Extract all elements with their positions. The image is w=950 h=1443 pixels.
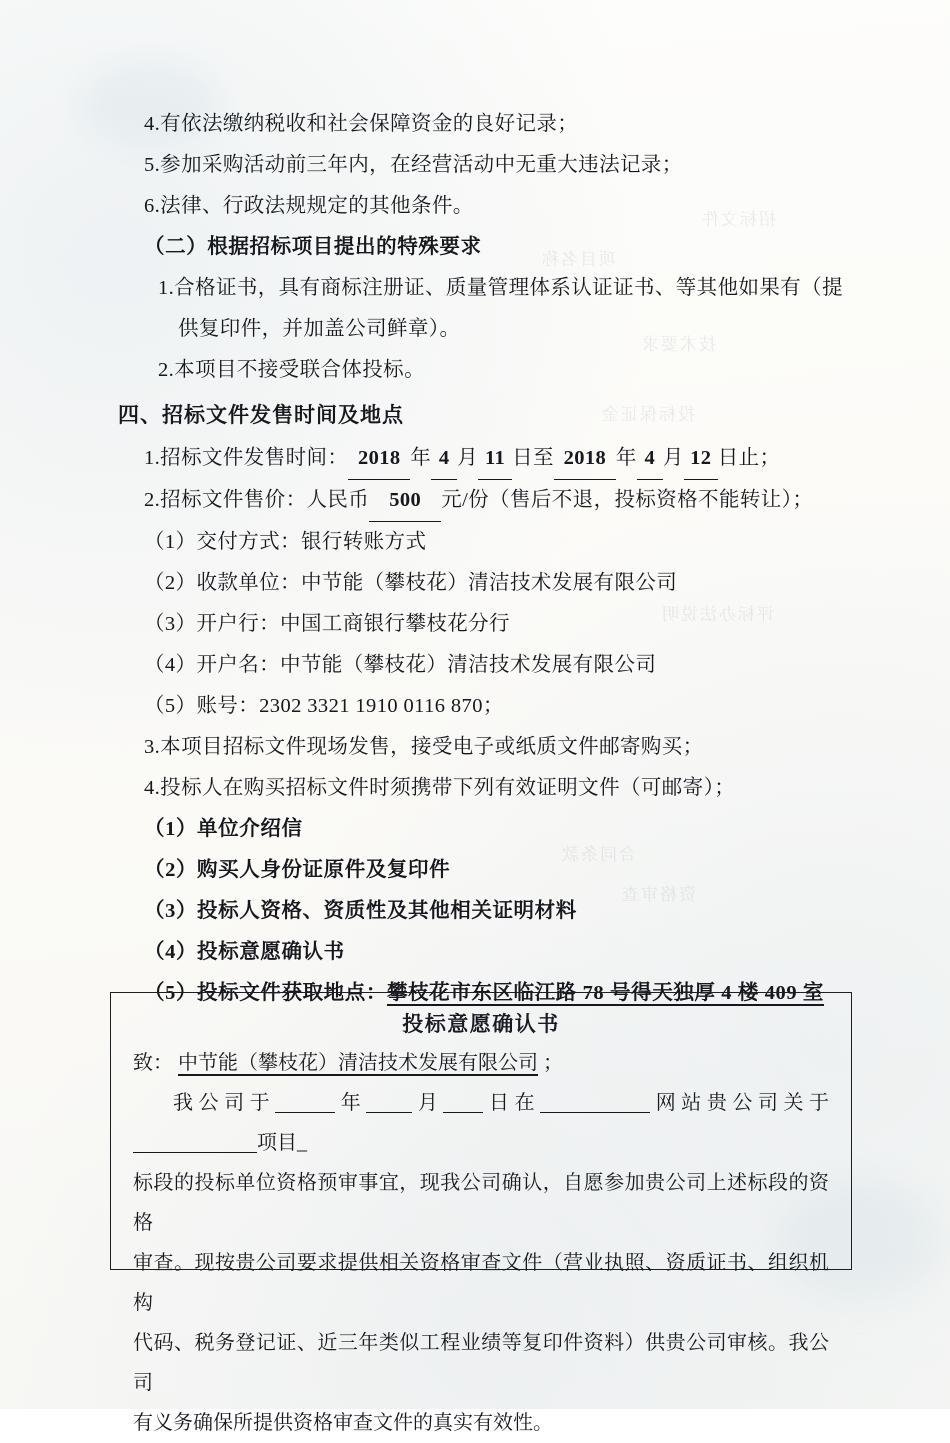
month-unit-1: 月: [457, 447, 479, 469]
required-doc-4: （4）投标意愿确认书: [144, 941, 345, 963]
bid-intent-paragraph-5: 有义务确保所提供资格审查文件的真实有效性。: [133, 1412, 553, 1434]
body-seg-a: 我公司于: [173, 1092, 276, 1114]
bleedthrough-mark: 合同条款: [560, 845, 636, 864]
required-doc-3: （3）投标人资格、资质性及其他相关证明材料: [144, 900, 577, 922]
addressee-label: 致：: [133, 1052, 173, 1074]
bleedthrough-mark: 项目名称: [540, 250, 616, 269]
document-body: [118, 104, 848, 1014]
bid-intent-paragraph-1: [133, 1083, 829, 1163]
payment-item-4: （4）开户名：中节能（攀枝花）清洁技术发展有限公司: [144, 654, 657, 676]
day-to-label: 日至: [512, 447, 554, 469]
sale-end-year: 2018: [554, 438, 616, 480]
special-req-1-line1: 1.合格证书，具有商标注册证、质量管理体系认证证书、等其他如果有（提: [158, 277, 843, 299]
bleedthrough-mark: 投标保证金: [600, 405, 695, 424]
bleedthrough-mark: 评标办法说明: [660, 605, 774, 624]
pickup-prefix: （5）投标文件获取地点：: [144, 982, 387, 1004]
sale-end-month: 4: [637, 438, 663, 480]
bleedthrough-mark: 招标文件: [700, 210, 776, 229]
pickup-address: 攀枝花市东区临江路 78 号得天独厚 4 楼 409 室: [386, 982, 825, 1004]
bid-intent-paragraph-4: 代码、税务登记证、近三年类似工程业绩等复印件资料）供贵公司审核。我公司: [133, 1332, 829, 1394]
month-unit-2: 月: [662, 447, 684, 469]
addressee-suffix: ；: [543, 1052, 563, 1074]
sale-time-prefix: 1.招标文件发售时间：: [144, 447, 349, 469]
bid-intent-title: 投标意愿确认书: [402, 1012, 560, 1036]
price-suffix: 元/份（售后不退，投标资格不能转让）；: [441, 489, 814, 511]
section-heading-four: 四、招标文件发售时间及地点: [118, 403, 404, 427]
special-req-2: 2.本项目不接受联合体投标。: [158, 359, 425, 381]
sale-start-year: 2018: [348, 438, 410, 480]
sale-start-day: 11: [478, 438, 512, 480]
payment-item-3: （3）开户行：中国工商银行攀枝花分行: [144, 613, 510, 635]
blank-month: [366, 1092, 412, 1113]
required-doc-2: （2）购买人身份证原件及复印件: [144, 859, 451, 881]
subsection-heading-2: （二）根据招标项目提出的特殊要求: [144, 236, 482, 258]
payment-item-1: （1）交付方式：银行转账方式: [144, 531, 427, 553]
addressee-company: 中节能（攀枝花）清洁技术发展有限公司: [178, 1052, 538, 1074]
year-unit-1: 年: [410, 447, 432, 469]
bid-intent-confirmation-box: [110, 992, 852, 1434]
blank-project: [133, 1132, 257, 1153]
body-seg-d: 日在: [483, 1092, 541, 1114]
price-prefix: 2.招标文件售价：人民币: [144, 489, 370, 511]
sale-time-suffix: 日止；: [717, 447, 781, 469]
list-item-5: 5.参加采购活动前三年内，在经营活动中无重大违法记录；: [144, 154, 683, 176]
sale-time-line: [118, 438, 848, 480]
body-seg-e: 网站贵公司关于: [650, 1092, 830, 1114]
bid-intent-paragraph-3: 审查。现按贵公司要求提供相关资格审查文件（营业执照、资质证书、组织机构: [133, 1252, 829, 1314]
blank-year: [275, 1092, 335, 1113]
required-docs-note: 4.投标人在购买招标文件时须携带下列有效证明文件（可邮寄）；: [144, 777, 736, 799]
bleedthrough-mark: 技术要求: [640, 335, 716, 354]
payment-item-2: （2）收款单位：中节能（攀枝花）清洁技术发展有限公司: [144, 572, 678, 594]
onsite-sale-note: 3.本项目招标文件现场发售，接受电子或纸质文件邮寄购买；: [144, 736, 704, 758]
price-amount: 500: [369, 480, 441, 522]
bid-intent-paragraph-2: 标段的投标单位资格预审事宜，现我公司确认，自愿参加贵公司上述标段的资格: [133, 1172, 829, 1234]
sale-start-month: 4: [431, 438, 457, 480]
body-seg-f: 项目_: [257, 1132, 307, 1154]
blank-day: [443, 1092, 483, 1113]
list-item-4: 4.有依法缴纳税收和社会保障资金的良好记录；: [144, 113, 579, 135]
body-seg-c: 月: [412, 1092, 444, 1114]
addressee-line: [133, 1043, 829, 1083]
blank-website: [540, 1092, 650, 1113]
sale-end-day: 12: [684, 438, 718, 480]
required-doc-1: （1）单位介绍信: [144, 818, 303, 840]
year-unit-2: 年: [615, 447, 637, 469]
list-item-6: 6.法律、行政法规规定的其他条件。: [144, 195, 474, 217]
payment-item-5: （5）账号：2302 3321 1910 0116 870；: [144, 695, 504, 717]
body-seg-b: 年: [335, 1092, 367, 1114]
price-line: [118, 480, 848, 522]
special-req-1-line2: 供复印件，并加盖公司鲜章）。: [178, 318, 461, 340]
bleedthrough-mark: 资格审查: [620, 885, 696, 904]
